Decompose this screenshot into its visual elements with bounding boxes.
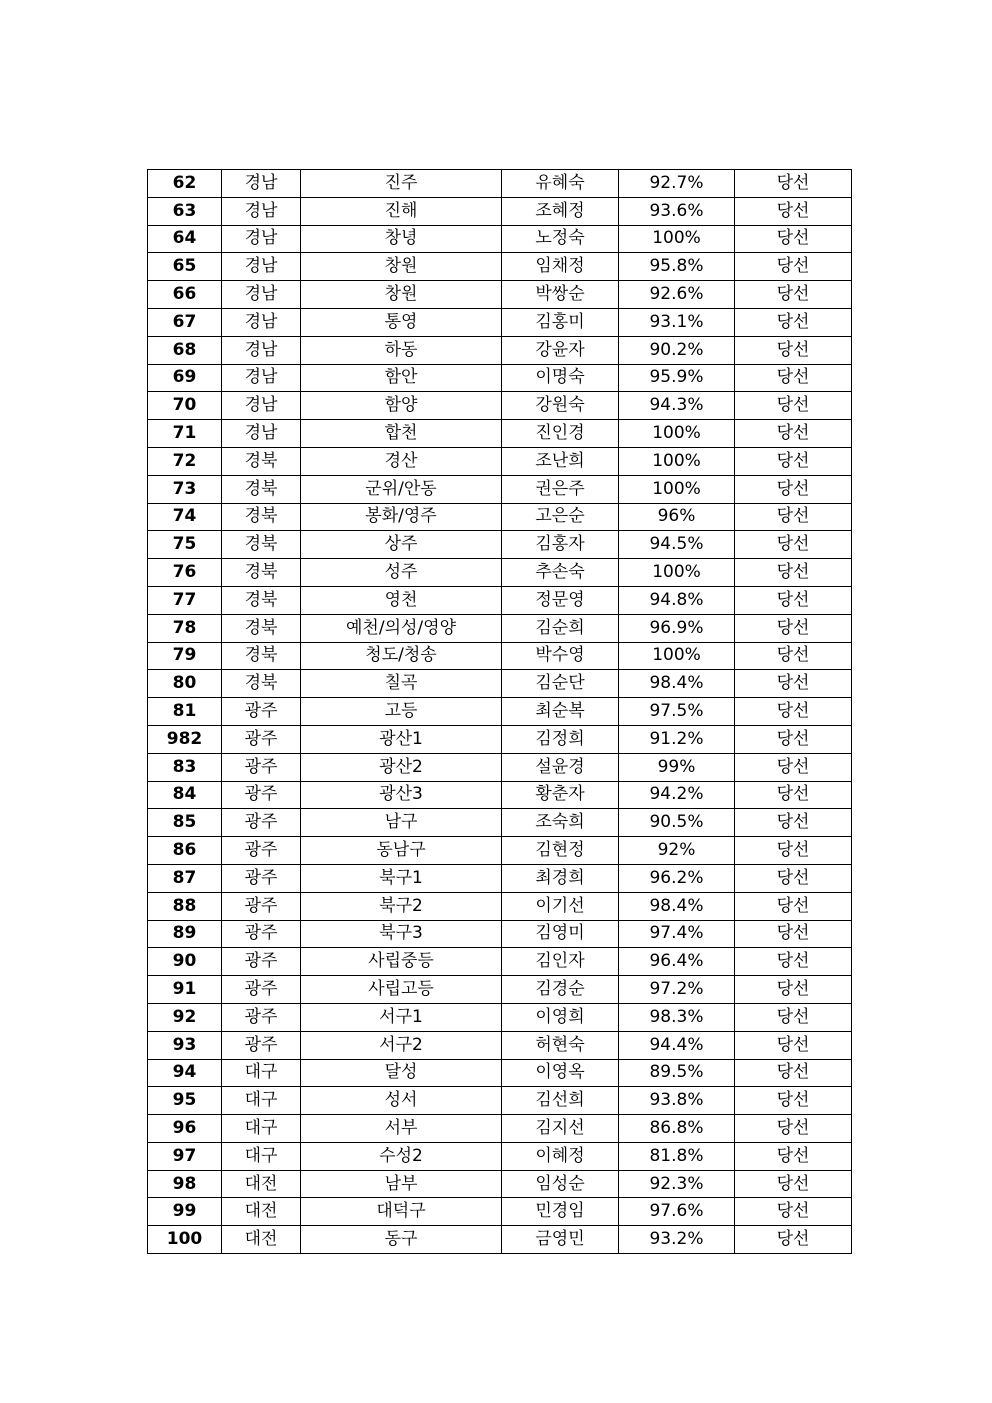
candidate-name-cell: 최경희 xyxy=(502,864,619,892)
row-number: 73 xyxy=(148,475,222,503)
candidate-name-cell: 김지선 xyxy=(502,1115,619,1143)
table-row xyxy=(148,170,852,198)
result-cell: 당선 xyxy=(735,1059,852,1087)
vote-rate-cell: 100% xyxy=(619,642,735,670)
table-row xyxy=(148,1198,852,1226)
vote-rate-cell: 91.2% xyxy=(619,725,735,753)
table-row xyxy=(148,447,852,475)
candidate-name-cell: 이영희 xyxy=(502,1003,619,1031)
row-number: 63 xyxy=(148,197,222,225)
table-row xyxy=(148,753,852,781)
district-cell: 하동 xyxy=(301,336,502,364)
result-cell: 당선 xyxy=(735,392,852,420)
table-row xyxy=(148,531,852,559)
region-cell: 경북 xyxy=(222,670,301,698)
candidate-name-cell: 조숙희 xyxy=(502,809,619,837)
district-cell: 성서 xyxy=(301,1087,502,1115)
region-cell: 광주 xyxy=(222,809,301,837)
candidate-name-cell: 이명숙 xyxy=(502,364,619,392)
table-row xyxy=(148,920,852,948)
candidate-name-cell: 김순희 xyxy=(502,614,619,642)
table-row xyxy=(148,308,852,336)
candidate-name-cell: 김인자 xyxy=(502,948,619,976)
table-row xyxy=(148,948,852,976)
district-cell: 동남구 xyxy=(301,837,502,865)
row-number: 78 xyxy=(148,614,222,642)
result-cell: 당선 xyxy=(735,920,852,948)
region-cell: 경남 xyxy=(222,281,301,309)
district-cell: 서구2 xyxy=(301,1031,502,1059)
vote-rate-cell: 96.9% xyxy=(619,614,735,642)
vote-rate-cell: 92.7% xyxy=(619,170,735,198)
vote-rate-cell: 94.5% xyxy=(619,531,735,559)
table-row xyxy=(148,1003,852,1031)
vote-rate-cell: 92.3% xyxy=(619,1170,735,1198)
region-cell: 대구 xyxy=(222,1059,301,1087)
region-cell: 광주 xyxy=(222,837,301,865)
region-cell: 광주 xyxy=(222,1031,301,1059)
result-cell: 당선 xyxy=(735,642,852,670)
row-number: 69 xyxy=(148,364,222,392)
vote-rate-cell: 98.3% xyxy=(619,1003,735,1031)
result-cell: 당선 xyxy=(735,336,852,364)
region-cell: 대구 xyxy=(222,1142,301,1170)
result-cell: 당선 xyxy=(735,420,852,448)
vote-rate-cell: 100% xyxy=(619,559,735,587)
result-cell: 당선 xyxy=(735,1198,852,1226)
row-number: 95 xyxy=(148,1087,222,1115)
district-cell: 남부 xyxy=(301,1170,502,1198)
region-cell: 광주 xyxy=(222,920,301,948)
region-cell: 경북 xyxy=(222,642,301,670)
region-cell: 광주 xyxy=(222,698,301,726)
candidate-name-cell: 박쌍순 xyxy=(502,281,619,309)
result-cell: 당선 xyxy=(735,253,852,281)
district-cell: 진주 xyxy=(301,170,502,198)
table-row xyxy=(148,1170,852,1198)
row-number: 68 xyxy=(148,336,222,364)
region-cell: 경남 xyxy=(222,392,301,420)
candidate-name-cell: 정문영 xyxy=(502,586,619,614)
results-table-body xyxy=(148,170,852,1254)
result-cell: 당선 xyxy=(735,364,852,392)
table-row xyxy=(148,642,852,670)
candidate-name-cell: 최순복 xyxy=(502,698,619,726)
table-row xyxy=(148,976,852,1004)
row-number: 71 xyxy=(148,420,222,448)
candidate-name-cell: 민경임 xyxy=(502,1198,619,1226)
result-cell: 당선 xyxy=(735,1031,852,1059)
district-cell: 진해 xyxy=(301,197,502,225)
region-cell: 대전 xyxy=(222,1170,301,1198)
row-number: 85 xyxy=(148,809,222,837)
region-cell: 경남 xyxy=(222,253,301,281)
district-cell: 상주 xyxy=(301,531,502,559)
district-cell: 군위/안동 xyxy=(301,475,502,503)
row-number: 84 xyxy=(148,781,222,809)
row-number: 83 xyxy=(148,753,222,781)
row-number: 79 xyxy=(148,642,222,670)
region-cell: 경남 xyxy=(222,170,301,198)
region-cell: 광주 xyxy=(222,948,301,976)
region-cell: 경남 xyxy=(222,364,301,392)
district-cell: 칠곡 xyxy=(301,670,502,698)
row-number: 64 xyxy=(148,225,222,253)
table-row xyxy=(148,892,852,920)
region-cell: 대구 xyxy=(222,1115,301,1143)
table-row xyxy=(148,475,852,503)
row-number: 70 xyxy=(148,392,222,420)
candidate-name-cell: 김선희 xyxy=(502,1087,619,1115)
candidate-name-cell: 김영미 xyxy=(502,920,619,948)
result-cell: 당선 xyxy=(735,1115,852,1143)
district-cell: 창원 xyxy=(301,281,502,309)
row-number: 96 xyxy=(148,1115,222,1143)
district-cell: 서부 xyxy=(301,1115,502,1143)
result-cell: 당선 xyxy=(735,753,852,781)
region-cell: 대구 xyxy=(222,1087,301,1115)
row-number: 75 xyxy=(148,531,222,559)
table-row xyxy=(148,559,852,587)
result-cell: 당선 xyxy=(735,948,852,976)
result-cell: 당선 xyxy=(735,475,852,503)
vote-rate-cell: 100% xyxy=(619,447,735,475)
district-cell: 대덕구 xyxy=(301,1198,502,1226)
table-row xyxy=(148,1087,852,1115)
region-cell: 경북 xyxy=(222,447,301,475)
region-cell: 광주 xyxy=(222,864,301,892)
district-cell: 북구2 xyxy=(301,892,502,920)
candidate-name-cell: 유혜숙 xyxy=(502,170,619,198)
table-row xyxy=(148,1059,852,1087)
district-cell: 청도/청송 xyxy=(301,642,502,670)
vote-rate-cell: 89.5% xyxy=(619,1059,735,1087)
result-cell: 당선 xyxy=(735,837,852,865)
table-row xyxy=(148,392,852,420)
result-cell: 당선 xyxy=(735,281,852,309)
row-number: 982 xyxy=(148,725,222,753)
result-cell: 당선 xyxy=(735,1003,852,1031)
table-row xyxy=(148,781,852,809)
district-cell: 광산3 xyxy=(301,781,502,809)
row-number: 91 xyxy=(148,976,222,1004)
result-cell: 당선 xyxy=(735,725,852,753)
district-cell: 함안 xyxy=(301,364,502,392)
vote-rate-cell: 90.2% xyxy=(619,336,735,364)
district-cell: 합천 xyxy=(301,420,502,448)
vote-rate-cell: 98.4% xyxy=(619,892,735,920)
region-cell: 광주 xyxy=(222,725,301,753)
vote-rate-cell: 97.2% xyxy=(619,976,735,1004)
vote-rate-cell: 99% xyxy=(619,753,735,781)
candidate-name-cell: 강윤자 xyxy=(502,336,619,364)
district-cell: 남구 xyxy=(301,809,502,837)
row-number: 98 xyxy=(148,1170,222,1198)
table-row xyxy=(148,837,852,865)
result-cell: 당선 xyxy=(735,976,852,1004)
region-cell: 경남 xyxy=(222,336,301,364)
vote-rate-cell: 97.5% xyxy=(619,698,735,726)
row-number: 90 xyxy=(148,948,222,976)
row-number: 100 xyxy=(148,1226,222,1254)
result-cell: 당선 xyxy=(735,559,852,587)
table-row xyxy=(148,614,852,642)
vote-rate-cell: 93.2% xyxy=(619,1226,735,1254)
table-row xyxy=(148,1031,852,1059)
result-cell: 당선 xyxy=(735,225,852,253)
vote-rate-cell: 100% xyxy=(619,225,735,253)
candidate-name-cell: 고은순 xyxy=(502,503,619,531)
region-cell: 경남 xyxy=(222,197,301,225)
vote-rate-cell: 96.4% xyxy=(619,948,735,976)
result-cell: 당선 xyxy=(735,503,852,531)
vote-rate-cell: 90.5% xyxy=(619,809,735,837)
table-row xyxy=(148,698,852,726)
table-row xyxy=(148,281,852,309)
vote-rate-cell: 92.6% xyxy=(619,281,735,309)
region-cell: 광주 xyxy=(222,781,301,809)
district-cell: 사립고등 xyxy=(301,976,502,1004)
result-cell: 당선 xyxy=(735,586,852,614)
region-cell: 광주 xyxy=(222,892,301,920)
row-number: 72 xyxy=(148,447,222,475)
candidate-name-cell: 김정희 xyxy=(502,725,619,753)
candidate-name-cell: 박수영 xyxy=(502,642,619,670)
district-cell: 동구 xyxy=(301,1226,502,1254)
row-number: 62 xyxy=(148,170,222,198)
region-cell: 대전 xyxy=(222,1198,301,1226)
vote-rate-cell: 94.2% xyxy=(619,781,735,809)
table-row xyxy=(148,197,852,225)
region-cell: 광주 xyxy=(222,1003,301,1031)
vote-rate-cell: 94.4% xyxy=(619,1031,735,1059)
result-cell: 당선 xyxy=(735,308,852,336)
vote-rate-cell: 92% xyxy=(619,837,735,865)
table-row xyxy=(148,725,852,753)
row-number: 89 xyxy=(148,920,222,948)
district-cell: 사립중등 xyxy=(301,948,502,976)
region-cell: 경북 xyxy=(222,475,301,503)
candidate-name-cell: 권은주 xyxy=(502,475,619,503)
candidate-name-cell: 김홍미 xyxy=(502,308,619,336)
region-cell: 경남 xyxy=(222,225,301,253)
region-cell: 경북 xyxy=(222,531,301,559)
result-cell: 당선 xyxy=(735,197,852,225)
row-number: 77 xyxy=(148,586,222,614)
row-number: 81 xyxy=(148,698,222,726)
candidate-name-cell: 진인경 xyxy=(502,420,619,448)
district-cell: 창원 xyxy=(301,253,502,281)
table-row xyxy=(148,253,852,281)
table-row xyxy=(148,364,852,392)
candidate-name-cell: 이혜정 xyxy=(502,1142,619,1170)
vote-rate-cell: 94.8% xyxy=(619,586,735,614)
region-cell: 경남 xyxy=(222,308,301,336)
region-cell: 광주 xyxy=(222,753,301,781)
vote-rate-cell: 86.8% xyxy=(619,1115,735,1143)
results-table xyxy=(147,169,852,1254)
row-number: 65 xyxy=(148,253,222,281)
vote-rate-cell: 97.6% xyxy=(619,1198,735,1226)
result-cell: 당선 xyxy=(735,531,852,559)
row-number: 74 xyxy=(148,503,222,531)
result-cell: 당선 xyxy=(735,447,852,475)
region-cell: 경북 xyxy=(222,614,301,642)
row-number: 99 xyxy=(148,1198,222,1226)
candidate-name-cell: 김현정 xyxy=(502,837,619,865)
region-cell: 경북 xyxy=(222,559,301,587)
district-cell: 창녕 xyxy=(301,225,502,253)
row-number: 88 xyxy=(148,892,222,920)
table-row xyxy=(148,809,852,837)
district-cell: 예천/의성/영양 xyxy=(301,614,502,642)
result-cell: 당선 xyxy=(735,170,852,198)
result-cell: 당선 xyxy=(735,614,852,642)
candidate-name-cell: 노정숙 xyxy=(502,225,619,253)
row-number: 94 xyxy=(148,1059,222,1087)
table-row xyxy=(148,1226,852,1254)
vote-rate-cell: 97.4% xyxy=(619,920,735,948)
district-cell: 서구1 xyxy=(301,1003,502,1031)
result-cell: 당선 xyxy=(735,809,852,837)
table-row xyxy=(148,586,852,614)
candidate-name-cell: 황춘자 xyxy=(502,781,619,809)
candidate-name-cell: 김순단 xyxy=(502,670,619,698)
row-number: 93 xyxy=(148,1031,222,1059)
district-cell: 경산 xyxy=(301,447,502,475)
vote-rate-cell: 95.9% xyxy=(619,364,735,392)
vote-rate-cell: 100% xyxy=(619,475,735,503)
district-cell: 달성 xyxy=(301,1059,502,1087)
row-number: 76 xyxy=(148,559,222,587)
vote-rate-cell: 96% xyxy=(619,503,735,531)
candidate-name-cell: 강원숙 xyxy=(502,392,619,420)
row-number: 67 xyxy=(148,308,222,336)
result-cell: 당선 xyxy=(735,892,852,920)
candidate-name-cell: 이영옥 xyxy=(502,1059,619,1087)
district-cell: 성주 xyxy=(301,559,502,587)
vote-rate-cell: 93.8% xyxy=(619,1087,735,1115)
result-cell: 당선 xyxy=(735,1142,852,1170)
vote-rate-cell: 93.6% xyxy=(619,197,735,225)
result-cell: 당선 xyxy=(735,864,852,892)
candidate-name-cell: 이기선 xyxy=(502,892,619,920)
district-cell: 북구3 xyxy=(301,920,502,948)
vote-rate-cell: 93.1% xyxy=(619,308,735,336)
vote-rate-cell: 100% xyxy=(619,420,735,448)
row-number: 87 xyxy=(148,864,222,892)
table-row xyxy=(148,864,852,892)
vote-rate-cell: 98.4% xyxy=(619,670,735,698)
region-cell: 경남 xyxy=(222,420,301,448)
region-cell: 경북 xyxy=(222,503,301,531)
district-cell: 광산2 xyxy=(301,753,502,781)
table-row xyxy=(148,670,852,698)
region-cell: 대전 xyxy=(222,1226,301,1254)
district-cell: 봉화/영주 xyxy=(301,503,502,531)
region-cell: 경북 xyxy=(222,586,301,614)
table-row xyxy=(148,225,852,253)
vote-rate-cell: 95.8% xyxy=(619,253,735,281)
candidate-name-cell: 추손숙 xyxy=(502,559,619,587)
candidate-name-cell: 임채정 xyxy=(502,253,619,281)
candidate-name-cell: 금영민 xyxy=(502,1226,619,1254)
result-cell: 당선 xyxy=(735,1226,852,1254)
result-cell: 당선 xyxy=(735,670,852,698)
row-number: 66 xyxy=(148,281,222,309)
result-cell: 당선 xyxy=(735,1087,852,1115)
district-cell: 수성2 xyxy=(301,1142,502,1170)
district-cell: 고등 xyxy=(301,698,502,726)
candidate-name-cell: 허현숙 xyxy=(502,1031,619,1059)
vote-rate-cell: 94.3% xyxy=(619,392,735,420)
row-number: 97 xyxy=(148,1142,222,1170)
result-cell: 당선 xyxy=(735,781,852,809)
table-row xyxy=(148,1142,852,1170)
row-number: 80 xyxy=(148,670,222,698)
candidate-name-cell: 조혜정 xyxy=(502,197,619,225)
candidate-name-cell: 김경순 xyxy=(502,976,619,1004)
result-cell: 당선 xyxy=(735,1170,852,1198)
district-cell: 통영 xyxy=(301,308,502,336)
table-row xyxy=(148,420,852,448)
row-number: 92 xyxy=(148,1003,222,1031)
candidate-name-cell: 김홍자 xyxy=(502,531,619,559)
table-row xyxy=(148,336,852,364)
vote-rate-cell: 96.2% xyxy=(619,864,735,892)
row-number: 86 xyxy=(148,837,222,865)
district-cell: 북구1 xyxy=(301,864,502,892)
result-cell: 당선 xyxy=(735,698,852,726)
candidate-name-cell: 조난희 xyxy=(502,447,619,475)
table-row xyxy=(148,503,852,531)
district-cell: 함양 xyxy=(301,392,502,420)
candidate-name-cell: 설윤경 xyxy=(502,753,619,781)
vote-rate-cell: 81.8% xyxy=(619,1142,735,1170)
table-row xyxy=(148,1115,852,1143)
district-cell: 광산1 xyxy=(301,725,502,753)
candidate-name-cell: 임성순 xyxy=(502,1170,619,1198)
region-cell: 광주 xyxy=(222,976,301,1004)
district-cell: 영천 xyxy=(301,586,502,614)
